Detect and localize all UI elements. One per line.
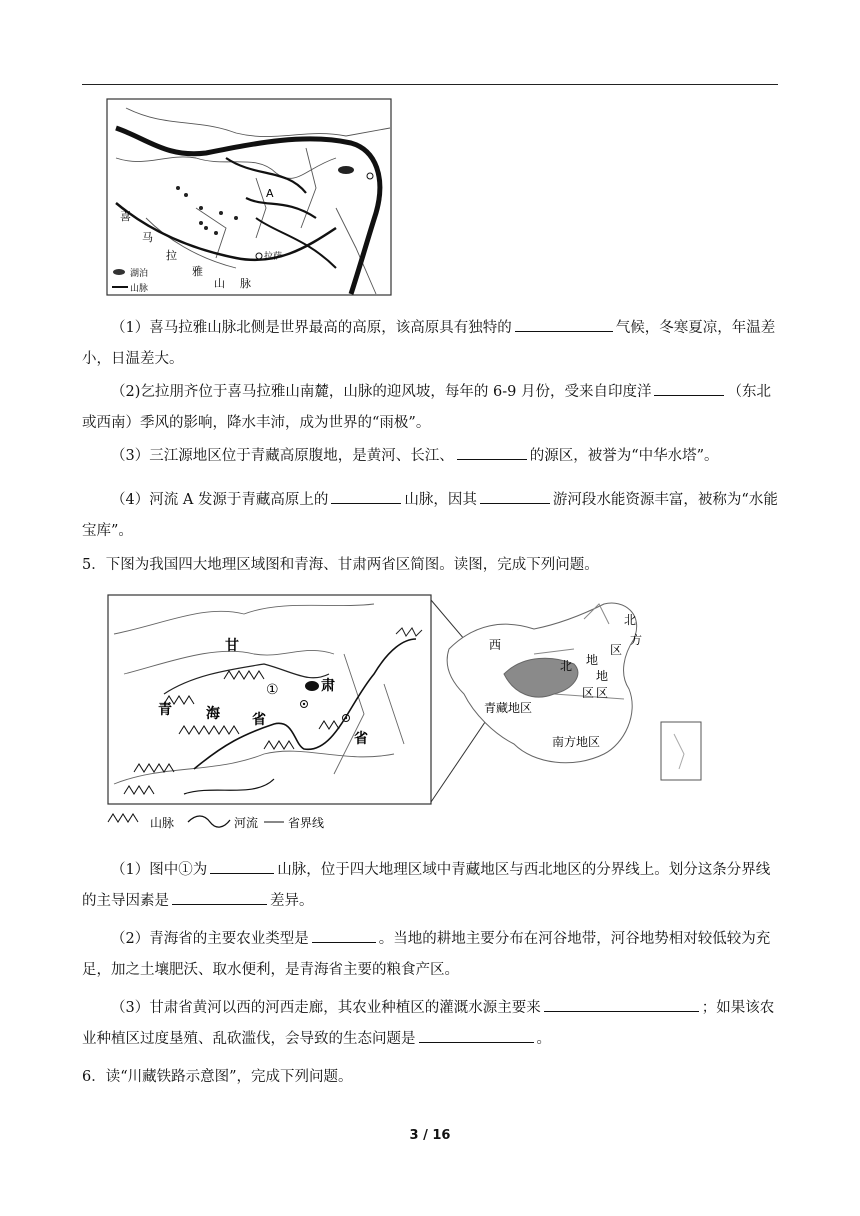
label-xi: 喜 xyxy=(120,210,131,223)
china-di: 地 xyxy=(586,653,599,667)
china-bei: 北 xyxy=(560,659,573,673)
page-number: 3 / 16 xyxy=(409,1128,451,1143)
legend-boundary: 省界线 xyxy=(288,816,325,830)
q4-item-2: （2)乞拉朋齐位于喜马拉雅山南麓，山脉的迎风坡，每年的 6-9 月份，受来自印度洋 （东北或西南）季风的影响，降水丰沛，成为世界的“雨极”。 xyxy=(82,377,778,439)
label-shan: 山 xyxy=(214,277,225,290)
legend-river: 河流 xyxy=(234,816,259,830)
q5-item-1: （1）图中①为 山脉，位于四大地理区域中青藏地区与西北地区的分界线上。划分这条分界线的主导因素是 差异。 xyxy=(82,855,778,917)
label-a: A xyxy=(266,187,274,200)
china-qu: 区 xyxy=(582,686,595,700)
tibet-plateau-map xyxy=(106,98,392,296)
answer-blank[interactable] xyxy=(515,317,613,332)
answer-blank[interactable] xyxy=(312,928,376,943)
china-fang: 方 xyxy=(630,633,643,647)
label-ya: 雅 xyxy=(192,265,203,278)
china-nanfang: 南方地区 xyxy=(552,735,601,749)
qinghai-gansu-map xyxy=(104,594,704,834)
label-ma: 马 xyxy=(142,231,153,244)
china-bei2: 北 xyxy=(624,613,637,627)
china-qu3: 区 xyxy=(596,686,609,700)
china-xi: 西 xyxy=(489,638,502,652)
legend-mountain-2: 山脉 xyxy=(150,816,175,830)
q4-item-4: （4）河流 A 发源于青藏高原上的 山脉，因其 游河段水能资源丰富，被称为“水能宝库”。 xyxy=(82,485,778,547)
q5-title: 5．下图为我国四大地理区域图和青海、甘肃两省区简图。读图，完成下列问题。 xyxy=(82,557,599,573)
label-qing: 青 xyxy=(158,702,172,718)
label-lhasa: 拉萨 xyxy=(264,252,283,262)
answer-blank[interactable] xyxy=(419,1028,534,1043)
answer-blank[interactable] xyxy=(210,859,274,874)
label-sheng-2: 省 xyxy=(354,731,368,747)
q5-item-3: （3）甘肃省黄河以西的河西走廊，其农业种植区的灌溉水源主要来 ；如果该农业种植区过度垦殖、乱砍滥伐，会导致的生态问题是 。 xyxy=(82,993,778,1055)
label-la: 拉 xyxy=(166,249,177,262)
answer-blank[interactable] xyxy=(480,489,550,504)
label-sheng-1: 省 xyxy=(252,712,266,728)
answer-blank[interactable] xyxy=(457,445,527,460)
label-circle-1: ① xyxy=(266,682,279,698)
legend-lake: 湖泊 xyxy=(130,269,149,279)
china-di2: 地 xyxy=(596,669,609,683)
q6-title: 6．读“川藏铁路示意图”，完成下列问题。 xyxy=(82,1069,353,1085)
label-hai: 海 xyxy=(206,706,220,722)
label-gan: 甘 xyxy=(225,638,239,654)
label-mai: 脉 xyxy=(240,277,251,290)
answer-blank[interactable] xyxy=(654,381,724,396)
q4-item-1: （1）喜马拉雅山脉北侧是世界最高的高原，该高原具有独特的 气候，冬寒夏凉，年温差小，日温差大。 xyxy=(82,313,778,375)
china-qu2: 区 xyxy=(610,643,623,657)
answer-blank[interactable] xyxy=(544,997,699,1012)
answer-blank[interactable] xyxy=(331,489,401,504)
label-su: 肃 xyxy=(321,678,335,694)
legend-mountain: 山脉 xyxy=(130,284,149,294)
q4-item-3: （3）三江源地区位于青藏高原腹地，是黄河、长江、 的源区，被誉为“中华水塔”。 xyxy=(82,441,778,472)
header-rule xyxy=(82,84,778,85)
answer-blank[interactable] xyxy=(172,890,267,905)
q5-item-2: （2）青海省的主要农业类型是 。当地的耕地主要分布在河谷地带，河谷地势相对较低较为充足，加之土壤肥沃、取水便利，是青海省主要的粮食产区。 xyxy=(82,924,778,986)
china-qingzang: 青藏地区 xyxy=(484,701,533,715)
